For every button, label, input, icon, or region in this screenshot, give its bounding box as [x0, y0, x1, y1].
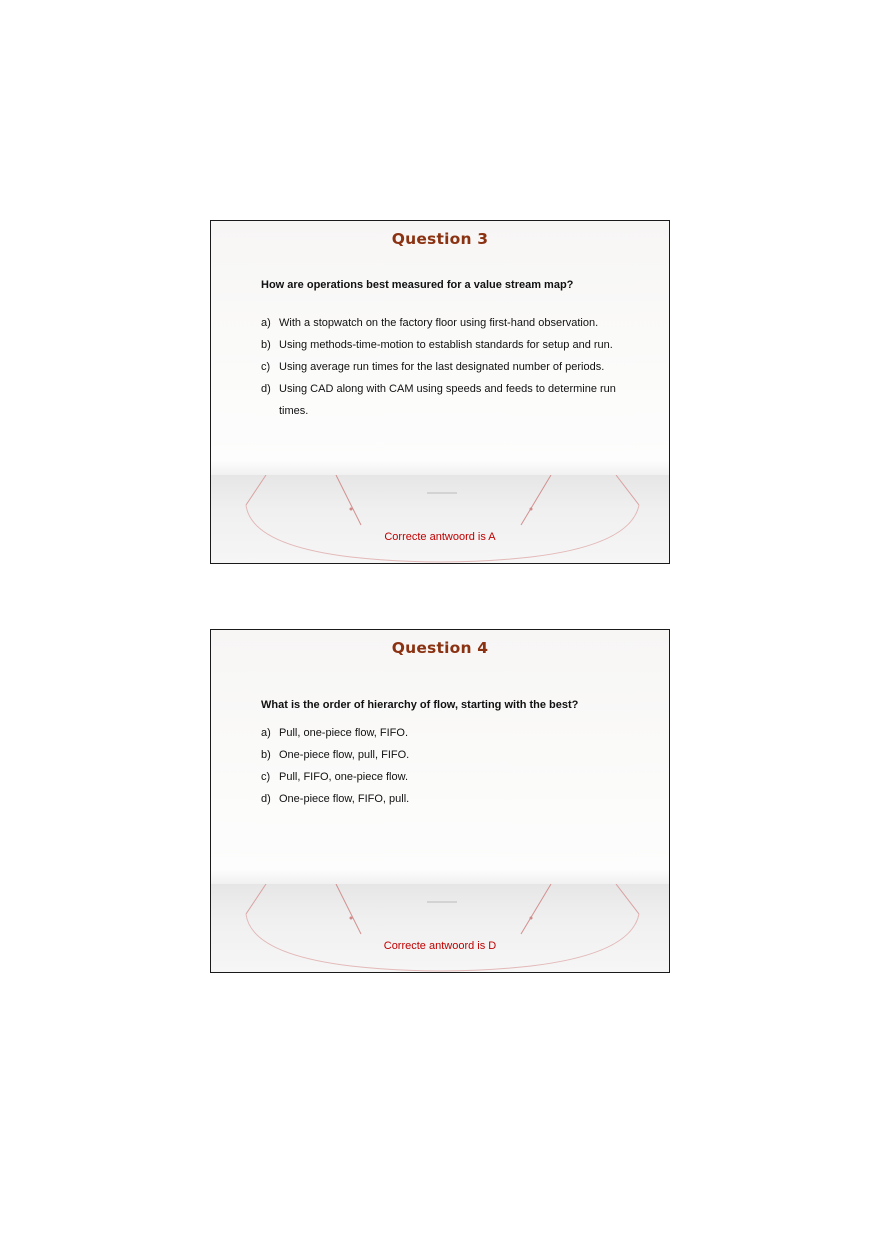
option-text: One-piece flow, FIFO, pull. [279, 793, 410, 805]
option-text: Using CAD along with CAM using speeds and feeds to determine run times. [279, 383, 616, 417]
answer-options [261, 312, 641, 422]
question-text: How are operations best measured for a value stream map? [261, 279, 574, 291]
floor-lines-graphic [211, 884, 670, 973]
slide-background-floor [211, 884, 669, 973]
option-a [261, 312, 641, 334]
option-marker: b) [261, 339, 271, 351]
option-text: Pull, one-piece flow, FIFO. [279, 727, 408, 739]
option-text: One-piece flow, pull, FIFO. [279, 749, 410, 761]
option-text: Using methods-time-motion to establish standards for setup and run. [279, 339, 613, 351]
option-marker: a) [261, 727, 271, 739]
slide-background-floor [211, 475, 669, 564]
option-marker: c) [261, 361, 271, 373]
option-a [261, 722, 641, 744]
option-b [261, 744, 641, 766]
option-c [261, 766, 641, 788]
question-text: What is the order of hierarchy of flow, starting with the best? [261, 699, 579, 711]
floor-lines-graphic [211, 475, 670, 564]
option-text: With a stopwatch on the factory floor using first-hand observation. [279, 317, 599, 329]
option-c [261, 356, 641, 378]
option-marker: b) [261, 749, 271, 761]
answer-options [261, 722, 641, 810]
slide-question-4 [210, 629, 670, 973]
correct-answer-text: Correcte antwoord is A [384, 531, 496, 543]
option-d [261, 788, 641, 810]
slide-title: Question 3 [391, 230, 489, 248]
option-marker: d) [261, 383, 271, 395]
option-b [261, 334, 641, 356]
option-text: Using average run times for the last designated number of periods. [279, 361, 605, 373]
slide-title: Question 4 [391, 639, 489, 657]
slide-question-3 [210, 220, 670, 564]
option-marker: c) [261, 771, 271, 783]
option-marker: d) [261, 793, 271, 805]
correct-answer-text: Correcte antwoord is D [383, 940, 497, 952]
option-marker: a) [261, 317, 271, 329]
option-d [261, 378, 641, 422]
option-text: Pull, FIFO, one-piece flow. [279, 771, 408, 783]
